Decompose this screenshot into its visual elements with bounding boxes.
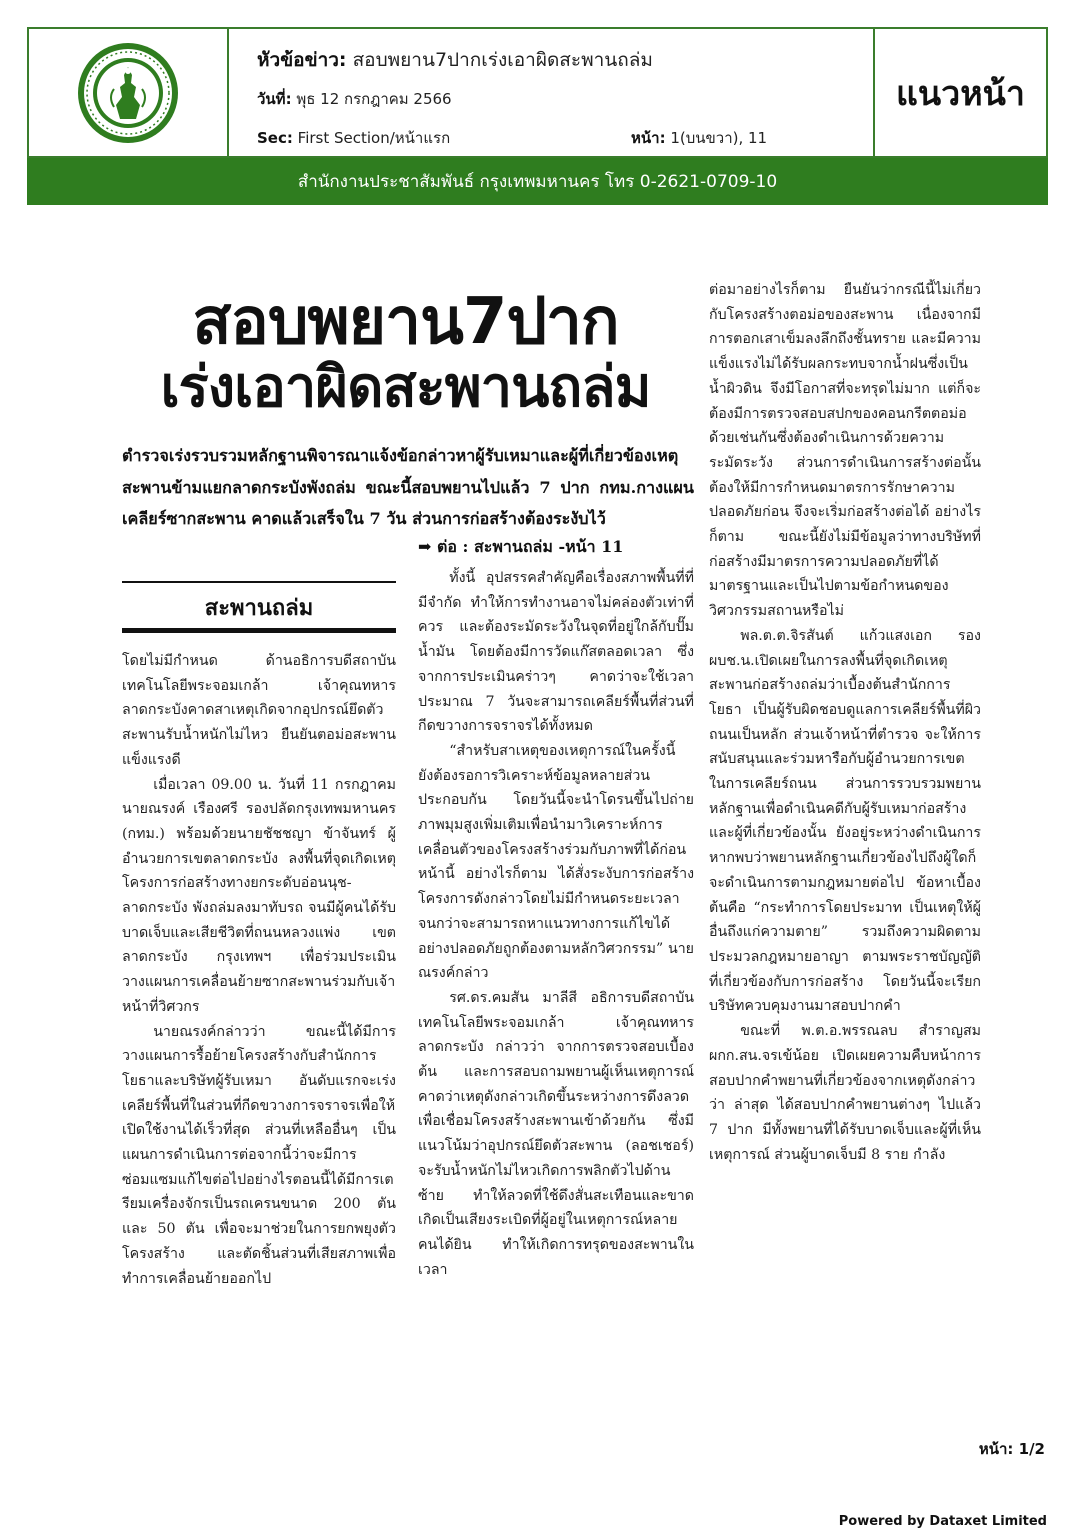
paragraph: รศ.ดร.คมสัน มาลีสี อธิการบดีสถาบันเทคโนโลยีพระจอมเกล้า เจ้าคุณทหารลาดกระบัง กล่าวว่า จากการตรวจสอบเบื้องต้น และการสอบถามพยานผู้เห็นเหตุการณ์คาดว่าเหตุดังกล่าวเกิดขึ้นระหว่างการดึงลวดเพื่อเชื่อมโครงสร้างสะพานเข้าด้วยกัน ซึ่งมีแนวโน้มว่าอุปกรณ์ยึดตัวสะพาน (ลอชเชอร์) จะรับน้ำหนักไม่ไหวเกิดการพลิกตัวไปด้านซ้าย ทำให้ลวดที่ใช้ดึงสั่นสะเทือนและขาด เกิดเป็นเสียงระเบิดที่ผู้อยู่ในเหตุการณ์หลายคนได้ยิน ทำให้เกิดการทรุดของสะพานในเวลา <box>418 989 694 1278</box>
paragraph: นายณรงค์กล่าวว่า ขณะนี้ได้มีการวางแผนการรื้อย้ายโครงสร้างกับสำนักการโยธาและบริษัทผู้รับเหมา อันดับแรกจะเร่งเคลียร์พื้นที่ในส่วนที่กีดขวางการจราจรเพื่อให้เปิดใช้งานได้เร็วที่สุด ส่วนที่เหลืออื่นๆ เป็นแผนการดำเนินการต่อจากนี้ว่าจะมีการซ่อมแซมแก้ไขต่อไปอย่างไรตอนนี้ได้มีการเตรียมเครื่องจักรเป็นรถเครนขนาด 200 ตัน และ 50 ตัน เพื่อจะมาช่วยในการยกพยุงตัวโครงสร้าง และตัดชิ้นส่วนที่เสียสภาพเพื่อทำการเคลื่อนย้ายออกไป <box>122 1023 396 1287</box>
contact-bar <box>27 158 1048 205</box>
paragraph: ทั้งนี้ อุปสรรคสำคัญคือเรื่องสภาพพื้นที่ที่มีจำกัด ทำให้การทำงานอาจไม่คล่องตัวเท่าที่ควร และต้องระมัดระวังในจุดที่อยู่ใกล้กับปั๊มน้ำมัน โดยต้องมีการวัดแก๊สตลอดเวลา ซึ่งจากการประเมินคร่าวๆ คาดว่าจะใช้เวลาประมาณ 7 วันจะสามารถเคลียร์พื้นที่ส่วนที่กีดขวางการจราจรได้ทั้งหมด <box>418 570 694 735</box>
article-column-2 <box>418 566 694 1282</box>
section-rule-bottom <box>122 628 396 633</box>
paragraph: เมื่อเวลา 09.00 น. วันที่ 11 กรกฎาคม นายณรงค์ เรืองศรี รองปลัดกรุงเทพมหานคร (กทม.) พร้อมด้วยนายชัชชญา ข้าจันทร์ ผู้อำนวยการเขตลาดกระบัง ลงพื้นที่จุดเกิดเหตุโครงการก่อสร้างทางยกระดับอ่อนนุช-ลาดกระบัง พังถล่มลงมาทับรถ จนมีผู้คนได้รับบาดเจ็บและเสียชีวิตที่ถนนหลวงแพ่ง เขตลาดกระบัง กรุงเทพฯ เพื่อร่วมประเมินวางแผนการเคลื่อนย้ายซากสะพานร่วมกับเจ้าหน้าที่วิศวกร <box>122 776 396 1015</box>
clipping-info <box>229 29 875 156</box>
date-value: พุธ 12 กรกฎาคม 2566 <box>296 90 452 108</box>
paragraph: ขณะที่ พ.ต.อ.พรรณลบ สำราญสม ผกก.สน.จรเข้น้อย เปิดเผยความคืบหน้าการสอบปากคำพยานที่เกี่ยวข้องจากเหตุดังกล่าวว่า ล่าสุด ได้สอบปากคำพยานต่างๆ ไปแล้ว 7 ปาก มีทั้งพยานที่ได้รับบาดเจ็บและผู้ที่เห็นเหตุการณ์ ส่วนผู้บาดเจ็บมี 8 ราย กำลัง <box>709 1023 981 1163</box>
section-label: สะพานถล่ม <box>204 596 314 621</box>
paragraph: “สำหรับสาเหตุของเหตุการณ์ในครั้งนี้ ยังต้องรอการวิเคราะห์ข้อมูลหลายส่วนประกอบกัน โดยวันนี้จะนำโดรนขึ้นไปถ่ายภาพมุมสูงเพิ่มเติมเพื่อนำมาวิเคราะห์การเคลื่อนตัวของโครงสร้างร่วมกับภาพที่ได้ก่อนหน้านี้ อย่างไรก็ตาม ได้สั่งระงับการก่อสร้างโครงการดังกล่าวโดยไม่มีกำหนดระยะเวลา จนกว่าจะสามารถหาแนวทางการแก้ไขได้อย่างปลอดภัยถูกต้องตามหลักวิศวกรรม” นายณรงค์กล่าว <box>418 742 694 982</box>
section-rule-top <box>122 581 396 583</box>
title-value: สอบพยาน7ปากเร่งเอาผิดสะพานถล่ม <box>352 49 653 71</box>
date-label: วันที่: <box>257 90 292 108</box>
headline-line-2: เร่งเอาผิดสะพานถล่ม <box>160 355 651 420</box>
page-label: หน้า: <box>631 129 666 147</box>
logo-cell <box>29 29 229 156</box>
publication-cell <box>875 29 1046 156</box>
article-lead: ตำรวจเร่งรวบรวมหลักฐานพิจารณาแจ้งข้อกล่าวหาผู้รับเหมาและผู้ที่เกี่ยวข้องเหตุสะพานข้ามแยกลาดกระบังพังถล่ม ขณะนี้สอบพยานไปแล้ว 7 ปาก กทม.กางแผนเคลียร์ซากสะพาน คาดแล้วเสร็จใน 7 วัน ส่วนการก่อสร้างต้องระงับไว้ <box>122 446 694 528</box>
article-column-3 <box>709 278 981 1167</box>
headline-line-1: สอบพยาน7ปาก <box>192 285 619 359</box>
date-info <box>257 87 452 111</box>
title-label: หัวข้อข่าว: <box>257 49 347 71</box>
article-column-1 <box>122 649 396 1291</box>
headline-info <box>257 45 653 75</box>
page-count: หน้า: 1/2 <box>978 1440 1045 1458</box>
sec-label: Sec: <box>257 129 293 147</box>
clipping-header <box>27 27 1048 158</box>
paragraph: ต่อมาอย่างไรก็ตาม ยืนยันว่ากรณีนี้ไม่เกี่ยวกับโครงสร้างตอม่อของสะพาน เนื่องจากมีการตอกเสาเข็มลงลึกถึงชั้นทราย และมีความแข็งแรงไม่ได้รับผลกระทบจากน้ำฝนซึ่งเป็นน้ำผิวดิน จึงมีโอกาสที่จะทรุดไม่มาก แต่ก็จะต้องมีการตรวจสอบสปกของคอนกรีตตอม่อด้วยเช่นกันซึ่งต้องดำเนินการด้วยความระมัดระวัง ส่วนการดำเนินการสร้างต่อนั้นต้องให้มีการกำหนดมาตรการรักษาความปลอดภัยก่อน จึงจะเริ่มก่อสร้างต่อได้ อย่างไรก็ตาม ขณะนี้ยังไม่มีข้อมูลว่าทางบริษัทที่ก่อสร้างมีมาตรการความปลอดภัยที่ได้มาตรฐานและเป็นไปตามข้อกำหนดของวิศวกรรมสถานหรือไม่ <box>709 282 981 620</box>
sec-value: First Section/หน้าแรก <box>297 129 451 147</box>
paragraph: โดยไม่มีกำหนด ด้านอธิการบดีสถาบันเทคโนโลยีพระจอมเกล้า เจ้าคุณทหารลาดกระบังคาดสาเหตุเกิดจากอุปกรณ์ยึดตัวสะพานรับน้ำหนักไม่ไหว ยืนยันตอม่อสะพานแข็งแรงดี <box>122 653 396 768</box>
paragraph: พล.ต.ต.จิรสันต์ แก้วแสงเอก รองผบช.น.เปิดเผยในการลงพื้นที่จุดเกิดเหตุสะพานก่อสร้างถล่มว่าเบื้องต้นสำนักการโยธา เป็นผู้รับผิดชอบดูแลการเคลียร์พื้นที่ผิวถนนเป็นหลัก ส่วนเจ้าหน้าที่ตำรวจ จะให้การสนับสนุนและร่วมหารือกับผู้อำนวยการเขตในการเคลียร์ถนน ส่วนการรวบรวมพยานหลักฐานเพื่อดำเนินคดีกับผู้รับเหมาก่อสร้างและผู้ที่เกี่ยวข้องนั้น ยังอยู่ระหว่างดำเนินการ หากพบว่าพยานหลักฐานเกี่ยวข้องไปถึงผู้ใดก็จะดำเนินการตามกฎหมายต่อไป ข้อหาเบื้องต้นคือ “กระทำการโดยประมาท เป็นเหตุให้ผู้อื่นถึงแก่ความตาย” รวมถึงความผิดตามประมวลกฎหมายอาญา ตามพระราชบัญญัติที่เกี่ยวข้องกับการก่อสร้าง โดยวันนี้จะเรียกบริษัทควบคุมงานมาสอบปากคำ <box>709 627 981 1015</box>
continuation-reference: ➡ ต่อ : สะพานถล่ม -หน้า 11 <box>418 537 624 556</box>
powered-by: Powered by Dataxet Limited <box>838 1514 1047 1529</box>
article-headline <box>118 285 693 420</box>
publication-name: แนวหน้า <box>896 73 1025 114</box>
section-info <box>257 126 450 150</box>
page-value: 1(บนขวา), 11 <box>670 129 768 147</box>
bangkok-metropolitan-seal-icon <box>74 39 182 147</box>
page-info <box>631 126 767 150</box>
contact-text: สำนักงานประชาสัมพันธ์ กรุงเทพมหานคร โทร 0-2621-0709-10 <box>297 172 778 192</box>
